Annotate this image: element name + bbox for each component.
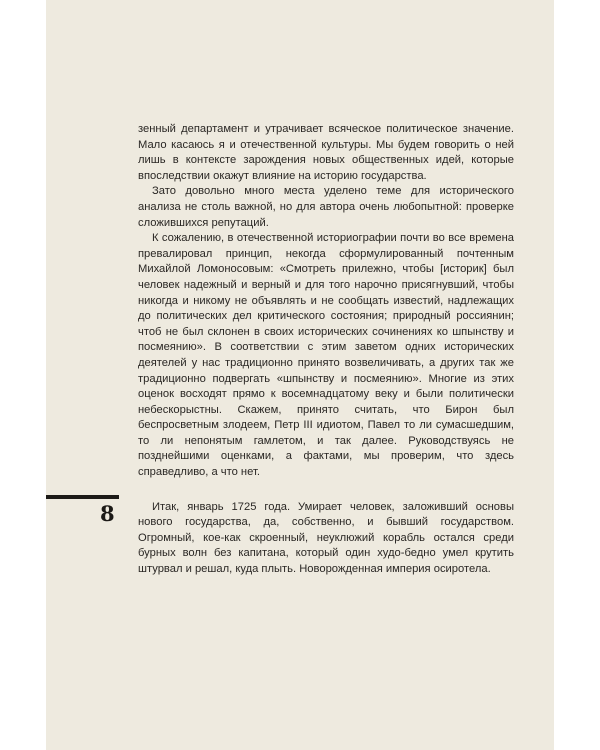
page-number-rule [46,495,119,499]
paragraph: Итак, январь 1725 года. Умирает человек, заложивший основы нового государства, да, собственно, и бывший государством. Огромный, кое-как скроенный, неуклюжий корабль остался среди бурных волн без капитана, который один худо-бедно умел крутить штурвал и решал, куда плыть. Новорожденная империя осиротела. [138,500,514,576]
section-gap [138,481,514,500]
body-text [138,122,514,578]
paragraph: Зато довольно много места уделено теме для исторического анализа не столь важной, но для автора очень любопытной: проверке сложившихся репутаций. [138,185,514,229]
page-number: 8 [100,501,115,526]
paragraph: зенный департамент и утрачивает всяческое политическое значение. Мало касаюсь я и отечественной культуры. Мы будем говорить о ней лишь в контексте зарождения новых общественных идей, которые впоследствии окажут влияние на историю государства. [138,123,514,182]
paragraph: К сожалению, в отечественной историографии почти во все времена превалировал принцип, некогда сформулированный почтенным Михайлой Ломоносовым: «Смотреть прилежно, чтобы [историк] был человек надежный и верный и для того нарочно присягнувший, чтобы никогда и никому не объявлять и не сообщать известий, надлежащих до политических дел критического состояния; природный россиянин; чтоб не был склонен в своих исторических сочинениях ко шпынству и посмеянию». В соответствии с этим заветом одних исторических деятелей у нас традиционно принято возвеличивать, а других так же традиционно подвергать «шпынству и посмеянию». Многие из этих оценок восходят прямо к восемнадцатому веку и были политически небескорыстны. Скажем, принято считать, что Бирон был беспросветным злодеем, Петр III идиотом, Павел то ли сумасшедшим, то ли непонятым гамлетом, и так далее. Руководствуясь не позднейшими оценками, а фактами, мы проверим, что здесь справедливо, а что нет. [138,232,514,479]
